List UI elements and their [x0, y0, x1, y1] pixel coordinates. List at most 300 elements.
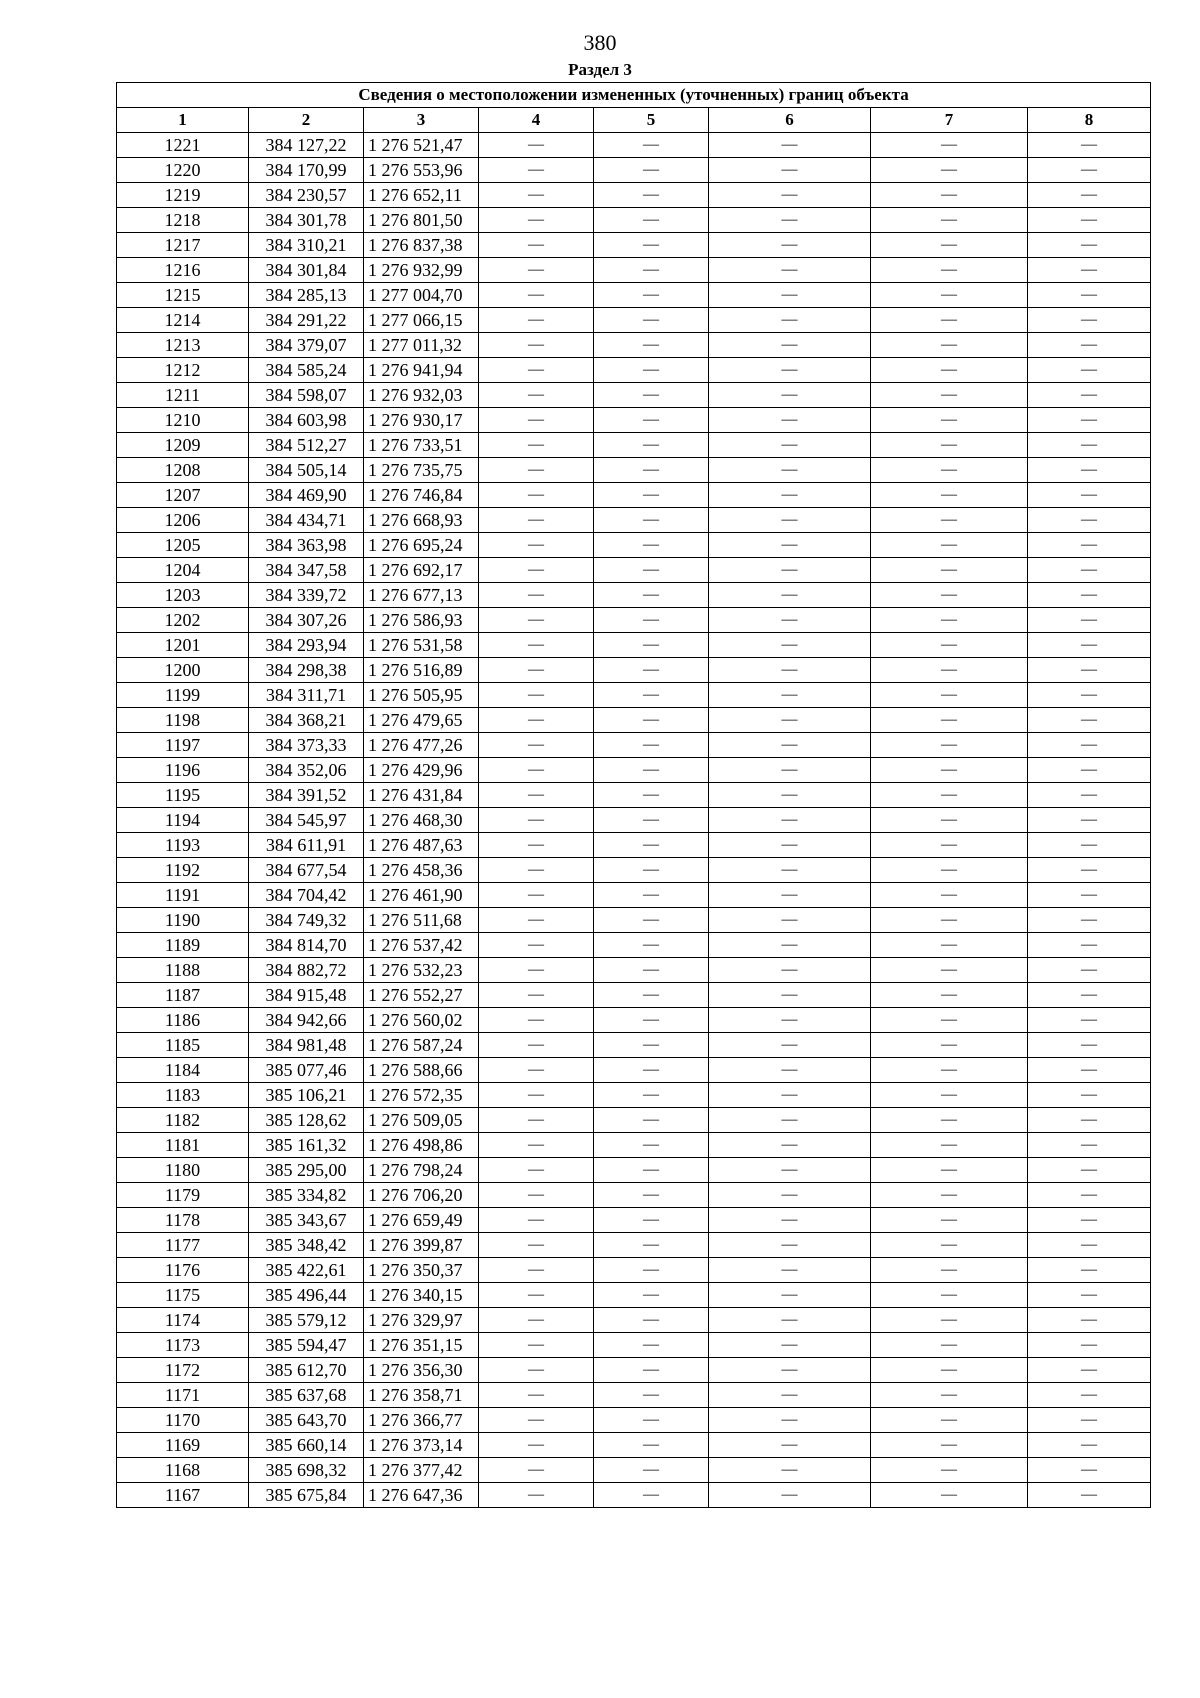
- empty-value-cell: —: [594, 408, 709, 433]
- column-number: 6: [709, 108, 871, 133]
- x-coordinate-cell: 384 127,22: [249, 133, 364, 158]
- empty-value-cell: —: [871, 133, 1028, 158]
- y-coordinate-cell: 1 276 587,24: [364, 1033, 479, 1058]
- empty-value-cell: —: [709, 808, 871, 833]
- table-row: [117, 658, 1151, 683]
- empty-value-cell: —: [594, 383, 709, 408]
- x-coordinate-cell: 384 981,48: [249, 1033, 364, 1058]
- y-coordinate-cell: 1 276 647,36: [364, 1483, 479, 1508]
- empty-value-cell: —: [479, 1308, 594, 1333]
- point-number-cell: 1178: [117, 1208, 249, 1233]
- empty-value-cell: —: [1028, 1008, 1151, 1033]
- empty-value-cell: —: [479, 1083, 594, 1108]
- empty-value-cell: —: [871, 1483, 1028, 1508]
- column-number: 7: [871, 108, 1028, 133]
- empty-value-cell: —: [871, 583, 1028, 608]
- table-row: [117, 1083, 1151, 1108]
- point-number-cell: 1170: [117, 1408, 249, 1433]
- empty-value-cell: —: [594, 633, 709, 658]
- y-coordinate-cell: 1 276 932,03: [364, 383, 479, 408]
- page-number: 380: [583, 30, 617, 55]
- table-row: [117, 1258, 1151, 1283]
- empty-value-cell: —: [1028, 483, 1151, 508]
- empty-value-cell: —: [871, 183, 1028, 208]
- empty-value-cell: —: [479, 1483, 594, 1508]
- empty-value-cell: —: [1028, 708, 1151, 733]
- empty-value-cell: —: [709, 1258, 871, 1283]
- y-coordinate-cell: 1 276 532,23: [364, 958, 479, 983]
- y-coordinate-cell: 1 276 505,95: [364, 683, 479, 708]
- empty-value-cell: —: [594, 1433, 709, 1458]
- table-row: [117, 558, 1151, 583]
- empty-value-cell: —: [1028, 1408, 1151, 1433]
- empty-value-cell: —: [1028, 1208, 1151, 1233]
- x-coordinate-cell: 385 422,61: [249, 1258, 364, 1283]
- x-coordinate-cell: 384 915,48: [249, 983, 364, 1008]
- point-number-cell: 1216: [117, 258, 249, 283]
- empty-value-cell: —: [871, 908, 1028, 933]
- section-title: Раздел 3: [568, 60, 632, 79]
- table-row: [117, 1033, 1151, 1058]
- empty-value-cell: —: [479, 783, 594, 808]
- empty-value-cell: —: [709, 1283, 871, 1308]
- y-coordinate-cell: 1 276 431,84: [364, 783, 479, 808]
- empty-value-cell: —: [594, 683, 709, 708]
- point-number-cell: 1209: [117, 433, 249, 458]
- point-number-cell: 1179: [117, 1183, 249, 1208]
- point-number-cell: 1173: [117, 1333, 249, 1358]
- empty-value-cell: —: [709, 908, 871, 933]
- point-number-cell: 1200: [117, 658, 249, 683]
- empty-value-cell: —: [594, 658, 709, 683]
- x-coordinate-cell: 385 698,32: [249, 1458, 364, 1483]
- y-coordinate-cell: 1 276 479,65: [364, 708, 479, 733]
- empty-value-cell: —: [479, 158, 594, 183]
- empty-value-cell: —: [479, 458, 594, 483]
- empty-value-cell: —: [871, 958, 1028, 983]
- empty-value-cell: —: [871, 858, 1028, 883]
- empty-value-cell: —: [871, 1133, 1028, 1158]
- empty-value-cell: —: [709, 708, 871, 733]
- empty-value-cell: —: [594, 308, 709, 333]
- empty-value-cell: —: [594, 608, 709, 633]
- x-coordinate-cell: 384 291,22: [249, 308, 364, 333]
- empty-value-cell: —: [709, 283, 871, 308]
- empty-value-cell: —: [709, 683, 871, 708]
- y-coordinate-cell: 1 276 487,63: [364, 833, 479, 858]
- x-coordinate-cell: 384 704,42: [249, 883, 364, 908]
- empty-value-cell: —: [871, 1283, 1028, 1308]
- empty-value-cell: —: [871, 733, 1028, 758]
- x-coordinate-cell: 384 293,94: [249, 633, 364, 658]
- y-coordinate-cell: 1 276 509,05: [364, 1108, 479, 1133]
- empty-value-cell: —: [594, 1283, 709, 1308]
- table-row: [117, 533, 1151, 558]
- empty-value-cell: —: [479, 1408, 594, 1433]
- empty-value-cell: —: [1028, 258, 1151, 283]
- empty-value-cell: —: [594, 283, 709, 308]
- empty-value-cell: —: [479, 1333, 594, 1358]
- table-row: [117, 208, 1151, 233]
- y-coordinate-cell: 1 277 066,15: [364, 308, 479, 333]
- empty-value-cell: —: [594, 1008, 709, 1033]
- x-coordinate-cell: 384 170,99: [249, 158, 364, 183]
- empty-value-cell: —: [479, 958, 594, 983]
- point-number-cell: 1182: [117, 1108, 249, 1133]
- x-coordinate-cell: 384 363,98: [249, 533, 364, 558]
- x-coordinate-cell: 384 285,13: [249, 283, 364, 308]
- empty-value-cell: —: [1028, 433, 1151, 458]
- table-row: [117, 308, 1151, 333]
- empty-value-cell: —: [479, 1233, 594, 1258]
- table-row: [117, 1433, 1151, 1458]
- empty-value-cell: —: [594, 558, 709, 583]
- empty-value-cell: —: [1028, 208, 1151, 233]
- table-row: [117, 1358, 1151, 1383]
- point-number-cell: 1197: [117, 733, 249, 758]
- empty-value-cell: —: [871, 1408, 1028, 1433]
- point-number-cell: 1180: [117, 1158, 249, 1183]
- empty-value-cell: —: [709, 1483, 871, 1508]
- empty-value-cell: —: [1028, 758, 1151, 783]
- x-coordinate-cell: 384 611,91: [249, 833, 364, 858]
- empty-value-cell: —: [479, 258, 594, 283]
- point-number-cell: 1205: [117, 533, 249, 558]
- table-row: [117, 633, 1151, 658]
- point-number-cell: 1172: [117, 1358, 249, 1383]
- empty-value-cell: —: [479, 758, 594, 783]
- table-row: [117, 758, 1151, 783]
- empty-value-cell: —: [1028, 1133, 1151, 1158]
- table-row: [117, 483, 1151, 508]
- empty-value-cell: —: [871, 283, 1028, 308]
- point-number-cell: 1169: [117, 1433, 249, 1458]
- empty-value-cell: —: [709, 1358, 871, 1383]
- empty-value-cell: —: [871, 708, 1028, 733]
- empty-value-cell: —: [871, 158, 1028, 183]
- empty-value-cell: —: [871, 883, 1028, 908]
- table-row: [117, 708, 1151, 733]
- table-row: [117, 233, 1151, 258]
- y-coordinate-cell: 1 276 429,96: [364, 758, 479, 783]
- y-coordinate-cell: 1 276 692,17: [364, 558, 479, 583]
- point-number-cell: 1208: [117, 458, 249, 483]
- point-number-cell: 1187: [117, 983, 249, 1008]
- point-number-cell: 1221: [117, 133, 249, 158]
- table-row: [117, 1133, 1151, 1158]
- point-number-cell: 1198: [117, 708, 249, 733]
- empty-value-cell: —: [594, 1458, 709, 1483]
- x-coordinate-cell: 385 295,00: [249, 1158, 364, 1183]
- empty-value-cell: —: [871, 508, 1028, 533]
- empty-value-cell: —: [871, 1308, 1028, 1333]
- empty-value-cell: —: [1028, 583, 1151, 608]
- empty-value-cell: —: [709, 1208, 871, 1233]
- point-number-cell: 1203: [117, 583, 249, 608]
- empty-value-cell: —: [871, 483, 1028, 508]
- empty-value-cell: —: [709, 858, 871, 883]
- empty-value-cell: —: [709, 333, 871, 358]
- empty-value-cell: —: [709, 1183, 871, 1208]
- empty-value-cell: —: [709, 358, 871, 383]
- point-number-cell: 1181: [117, 1133, 249, 1158]
- x-coordinate-cell: 384 301,78: [249, 208, 364, 233]
- table-row: [117, 683, 1151, 708]
- empty-value-cell: —: [871, 933, 1028, 958]
- x-coordinate-cell: 385 496,44: [249, 1283, 364, 1308]
- x-coordinate-cell: 384 391,52: [249, 783, 364, 808]
- empty-value-cell: —: [709, 758, 871, 783]
- empty-value-cell: —: [871, 1108, 1028, 1133]
- empty-value-cell: —: [871, 458, 1028, 483]
- empty-value-cell: —: [594, 983, 709, 1008]
- empty-value-cell: —: [871, 1383, 1028, 1408]
- y-coordinate-cell: 1 276 340,15: [364, 1283, 479, 1308]
- empty-value-cell: —: [1028, 1358, 1151, 1383]
- empty-value-cell: —: [594, 258, 709, 283]
- empty-value-cell: —: [709, 258, 871, 283]
- empty-value-cell: —: [479, 433, 594, 458]
- empty-value-cell: —: [871, 1183, 1028, 1208]
- empty-value-cell: —: [709, 1008, 871, 1033]
- point-number-cell: 1186: [117, 1008, 249, 1033]
- empty-value-cell: —: [871, 1208, 1028, 1233]
- y-coordinate-cell: 1 276 932,99: [364, 258, 479, 283]
- empty-value-cell: —: [1028, 1458, 1151, 1483]
- empty-value-cell: —: [1028, 633, 1151, 658]
- empty-value-cell: —: [709, 1108, 871, 1133]
- y-coordinate-cell: 1 276 837,38: [364, 233, 479, 258]
- empty-value-cell: —: [479, 608, 594, 633]
- y-coordinate-cell: 1 276 399,87: [364, 1233, 479, 1258]
- point-number-cell: 1219: [117, 183, 249, 208]
- table-row: [117, 1108, 1151, 1133]
- empty-value-cell: —: [1028, 408, 1151, 433]
- y-coordinate-cell: 1 276 358,71: [364, 1383, 479, 1408]
- column-number: 3: [364, 108, 479, 133]
- x-coordinate-cell: 384 434,71: [249, 508, 364, 533]
- empty-value-cell: —: [871, 1033, 1028, 1058]
- empty-value-cell: —: [479, 533, 594, 558]
- empty-value-cell: —: [1028, 808, 1151, 833]
- point-number-cell: 1199: [117, 683, 249, 708]
- empty-value-cell: —: [709, 1083, 871, 1108]
- y-coordinate-cell: 1 276 586,93: [364, 608, 479, 633]
- point-number-cell: 1190: [117, 908, 249, 933]
- empty-value-cell: —: [871, 1258, 1028, 1283]
- point-number-cell: 1207: [117, 483, 249, 508]
- empty-value-cell: —: [594, 1158, 709, 1183]
- empty-value-cell: —: [594, 858, 709, 883]
- empty-value-cell: —: [709, 1058, 871, 1083]
- x-coordinate-cell: 384 368,21: [249, 708, 364, 733]
- table-row: [117, 1208, 1151, 1233]
- x-coordinate-cell: 385 161,32: [249, 1133, 364, 1158]
- empty-value-cell: —: [871, 1358, 1028, 1383]
- empty-value-cell: —: [709, 408, 871, 433]
- empty-value-cell: —: [1028, 883, 1151, 908]
- point-number-cell: 1201: [117, 633, 249, 658]
- x-coordinate-cell: 384 347,58: [249, 558, 364, 583]
- empty-value-cell: —: [479, 233, 594, 258]
- empty-value-cell: —: [479, 1008, 594, 1033]
- empty-value-cell: —: [871, 558, 1028, 583]
- empty-value-cell: —: [594, 1333, 709, 1358]
- empty-value-cell: —: [871, 808, 1028, 833]
- point-number-cell: 1177: [117, 1233, 249, 1258]
- x-coordinate-cell: 385 348,42: [249, 1233, 364, 1258]
- table-row: [117, 1458, 1151, 1483]
- x-coordinate-cell: 384 307,26: [249, 608, 364, 633]
- empty-value-cell: —: [1028, 183, 1151, 208]
- empty-value-cell: —: [709, 833, 871, 858]
- empty-value-cell: —: [479, 1383, 594, 1408]
- y-coordinate-cell: 1 276 366,77: [364, 1408, 479, 1433]
- coordinates-table: [116, 82, 1151, 1508]
- empty-value-cell: —: [871, 783, 1028, 808]
- table-row: [117, 1058, 1151, 1083]
- point-number-cell: 1196: [117, 758, 249, 783]
- empty-value-cell: —: [1028, 1233, 1151, 1258]
- table-row: [117, 783, 1151, 808]
- empty-value-cell: —: [871, 308, 1028, 333]
- empty-value-cell: —: [479, 858, 594, 883]
- y-coordinate-cell: 1 276 706,20: [364, 1183, 479, 1208]
- table-row: [117, 1183, 1151, 1208]
- x-coordinate-cell: 385 675,84: [249, 1483, 364, 1508]
- y-coordinate-cell: 1 276 373,14: [364, 1433, 479, 1458]
- empty-value-cell: —: [479, 308, 594, 333]
- y-coordinate-cell: 1 276 329,97: [364, 1308, 479, 1333]
- empty-value-cell: —: [479, 1208, 594, 1233]
- point-number-cell: 1193: [117, 833, 249, 858]
- empty-value-cell: —: [594, 333, 709, 358]
- empty-value-cell: —: [479, 583, 594, 608]
- point-number-cell: 1185: [117, 1033, 249, 1058]
- table-row: [117, 408, 1151, 433]
- empty-value-cell: —: [709, 783, 871, 808]
- empty-value-cell: —: [479, 408, 594, 433]
- point-number-cell: 1217: [117, 233, 249, 258]
- empty-value-cell: —: [871, 1433, 1028, 1458]
- y-coordinate-cell: 1 276 516,89: [364, 658, 479, 683]
- empty-value-cell: —: [479, 658, 594, 683]
- empty-value-cell: —: [479, 558, 594, 583]
- empty-value-cell: —: [479, 733, 594, 758]
- empty-value-cell: —: [871, 608, 1028, 633]
- y-coordinate-cell: 1 276 458,36: [364, 858, 479, 883]
- empty-value-cell: —: [709, 1158, 871, 1183]
- empty-value-cell: —: [1028, 1483, 1151, 1508]
- empty-value-cell: —: [871, 208, 1028, 233]
- x-coordinate-cell: 384 301,84: [249, 258, 364, 283]
- empty-value-cell: —: [709, 583, 871, 608]
- empty-value-cell: —: [479, 358, 594, 383]
- empty-value-cell: —: [479, 208, 594, 233]
- empty-value-cell: —: [1028, 133, 1151, 158]
- empty-value-cell: —: [709, 533, 871, 558]
- empty-value-cell: —: [1028, 1258, 1151, 1283]
- empty-value-cell: —: [1028, 533, 1151, 558]
- x-coordinate-cell: 384 310,21: [249, 233, 364, 258]
- empty-value-cell: —: [871, 683, 1028, 708]
- table-row: [117, 583, 1151, 608]
- empty-value-cell: —: [1028, 683, 1151, 708]
- empty-value-cell: —: [871, 1333, 1028, 1358]
- empty-value-cell: —: [479, 383, 594, 408]
- y-coordinate-cell: 1 276 537,42: [364, 933, 479, 958]
- empty-value-cell: —: [594, 1033, 709, 1058]
- empty-value-cell: —: [594, 483, 709, 508]
- empty-value-cell: —: [594, 1058, 709, 1083]
- y-coordinate-cell: 1 276 588,66: [364, 1058, 479, 1083]
- empty-value-cell: —: [1028, 608, 1151, 633]
- table-row: [117, 1233, 1151, 1258]
- x-coordinate-cell: 384 311,71: [249, 683, 364, 708]
- empty-value-cell: —: [1028, 508, 1151, 533]
- empty-value-cell: —: [871, 333, 1028, 358]
- empty-value-cell: —: [479, 883, 594, 908]
- x-coordinate-cell: 384 373,33: [249, 733, 364, 758]
- empty-value-cell: —: [1028, 233, 1151, 258]
- empty-value-cell: —: [871, 1058, 1028, 1083]
- x-coordinate-cell: 385 637,68: [249, 1383, 364, 1408]
- empty-value-cell: —: [594, 233, 709, 258]
- y-coordinate-cell: 1 276 746,84: [364, 483, 479, 508]
- point-number-cell: 1184: [117, 1058, 249, 1083]
- empty-value-cell: —: [594, 358, 709, 383]
- empty-value-cell: —: [871, 1008, 1028, 1033]
- y-coordinate-cell: 1 276 930,17: [364, 408, 479, 433]
- empty-value-cell: —: [594, 1233, 709, 1258]
- table-row: [117, 333, 1151, 358]
- table-row: [117, 958, 1151, 983]
- x-coordinate-cell: 385 579,12: [249, 1308, 364, 1333]
- empty-value-cell: —: [871, 833, 1028, 858]
- y-coordinate-cell: 1 276 798,24: [364, 1158, 479, 1183]
- empty-value-cell: —: [709, 208, 871, 233]
- empty-value-cell: —: [594, 1358, 709, 1383]
- point-number-cell: 1191: [117, 883, 249, 908]
- empty-value-cell: —: [1028, 958, 1151, 983]
- y-coordinate-cell: 1 276 552,27: [364, 983, 479, 1008]
- x-coordinate-cell: 385 660,14: [249, 1433, 364, 1458]
- y-coordinate-cell: 1 277 004,70: [364, 283, 479, 308]
- empty-value-cell: —: [594, 183, 709, 208]
- empty-value-cell: —: [594, 1208, 709, 1233]
- table-row: [117, 908, 1151, 933]
- y-coordinate-cell: 1 276 677,13: [364, 583, 479, 608]
- empty-value-cell: —: [594, 1483, 709, 1508]
- point-number-cell: 1167: [117, 1483, 249, 1508]
- empty-value-cell: —: [594, 933, 709, 958]
- empty-value-cell: —: [709, 983, 871, 1008]
- point-number-cell: 1210: [117, 408, 249, 433]
- empty-value-cell: —: [1028, 1183, 1151, 1208]
- table-row: [117, 858, 1151, 883]
- x-coordinate-cell: 384 942,66: [249, 1008, 364, 1033]
- x-coordinate-cell: 384 230,57: [249, 183, 364, 208]
- table-row: [117, 283, 1151, 308]
- empty-value-cell: —: [479, 483, 594, 508]
- empty-value-cell: —: [1028, 358, 1151, 383]
- empty-value-cell: —: [479, 1458, 594, 1483]
- point-number-cell: 1206: [117, 508, 249, 533]
- point-number-cell: 1176: [117, 1258, 249, 1283]
- empty-value-cell: —: [709, 233, 871, 258]
- y-coordinate-cell: 1 276 572,35: [364, 1083, 479, 1108]
- empty-value-cell: —: [594, 883, 709, 908]
